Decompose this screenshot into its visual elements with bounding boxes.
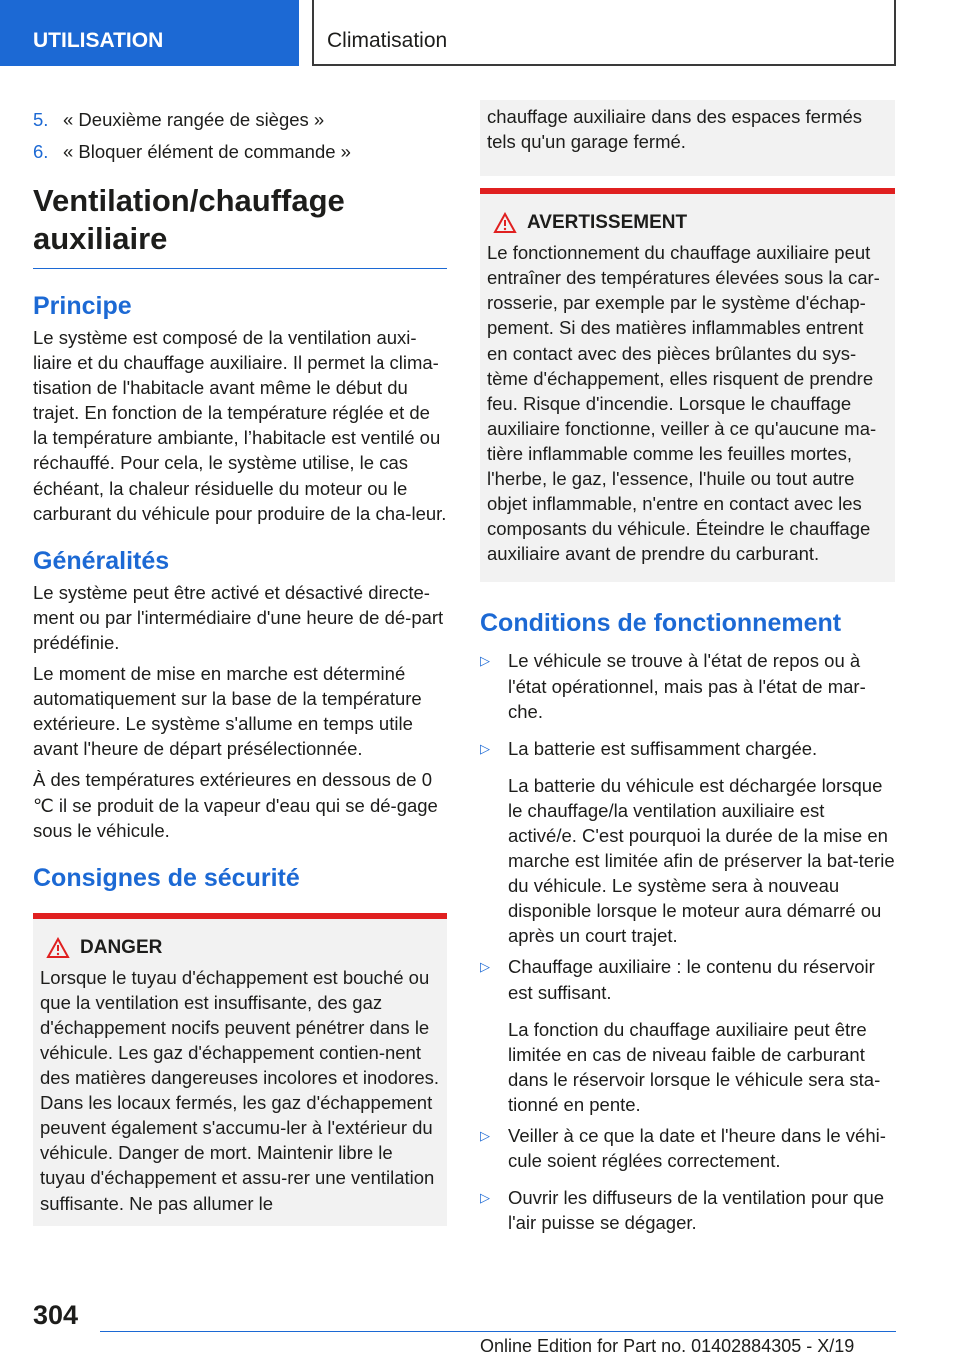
triangle-bullet-icon: ▷ — [480, 959, 490, 975]
page-header — [0, 0, 960, 66]
condition-text: Ouvrir les diffuseurs de la ventilation pour que l'air puisse se dégager. — [508, 1187, 885, 1234]
triangle-bullet-icon: ▷ — [480, 1190, 490, 1206]
triangle-bullet-icon: ▷ — [480, 740, 490, 756]
danger-bar — [33, 913, 447, 919]
danger-title: DANGER — [80, 936, 163, 958]
danger-box — [33, 913, 447, 1226]
title-line-1: Ventilation/chauffage — [33, 183, 345, 218]
page-number: 304 — [33, 1300, 79, 1330]
heading-principe: Principe — [33, 292, 132, 320]
title-divider — [33, 268, 447, 269]
warning-triangle-icon — [40, 937, 80, 959]
condition-detail: La fonction du chauffage auxiliaire peut être limitée en cas de niveau faible de carburant dans le réservoir lorsque le véhicule sera sta-tionné en pente. — [508, 1018, 881, 1115]
condition-text: La batterie est suffisamment chargée. — [508, 737, 818, 759]
condition-text: Veiller à ce que la date et l'heure dans le véhi-cule soient réglées correctement. — [508, 1125, 886, 1172]
warning-triangle-icon — [487, 212, 527, 234]
chapter-tab: Climatisation — [312, 0, 896, 66]
list-item — [480, 648, 895, 729]
list-item — [33, 104, 447, 136]
condition-detail: La batterie du véhicule est déchargée lorsque le chauffage/la ventilation auxiliaire est activé/e. C'est pourquoi la durée de la mise en marche est limitée afin de préserver la bat-terie du véhicule. Le système sera à nouveau disponible lorsque le moteur aura démarré ou après un court trajet. — [508, 774, 895, 947]
warning-text: Le fonctionnement du chauffage auxiliaire peut entraîner des températures élevées sous la car-rosserie, par exemple par le système d'échap-pement. Si des matières inflammables entrent en contact avec des pièces brûlantes du sys-tème d'échappement, elles risquent de prendre feu. Risque d'incendie. Lorsque le chauffage auxiliaire fonctionne, veiller à ce qu'aucune ma-tière inflammable comme les feuilles mortes, l'herbe, le gaz, l'essence, l'huile ou tout autre objet inflammable, n'entre en contact avec les composants du véhicule. Éteindre le chauffage auxiliaire avant de prendre du carburant. — [487, 242, 880, 565]
list-number: 5. — [33, 109, 49, 130]
heading-generalites: Généralités — [33, 546, 170, 575]
conditions-list — [480, 648, 895, 1241]
title-line-2: auxiliaire — [33, 221, 168, 256]
danger-text: Lorsque le tuyau d'échappement est bouché ou que la ventilation est insuffisante, des gaz d'échappement nocifs peuvent pénétrer dans le véhicule. Les gaz d'échappement contien-nent des matières dangereuses incolores et inodores. Dans les locaux fermés, les gaz d'échappement peuvent également s'accumu-ler à l'extérieur du véhicule. Danger de mort. Maintenir libre le tuyau d'échappement et assu-rer une ventilation suffisante. Ne pas allumer le — [40, 966, 440, 1214]
footer-edition: Online Edition for Part no. 01402884305 - X/19 — [480, 1336, 855, 1356]
danger-box-continued — [480, 100, 895, 176]
principe-text: Le système est composé de la ventilation auxi-liaire et du chauffage auxiliaire. Il permet la clima-tisation de l'habitacle avant même le début du trajet. En fonction de la température réglée et de la température ambiante, l’habitacle est ventilé ou réchauffé. Pour cela, le système utilise, le cas échéant, la chaleur résiduelle du moteur ou le carburant du véhicule pour produire de la cha-leur. — [33, 327, 447, 524]
triangle-bullet-icon: ▷ — [480, 653, 490, 669]
condition-text: Le véhicule se trouve à l'état de repos ou à l'état opérationnel, mais pas à l'état de mar-che. — [508, 650, 866, 722]
generalites-p3: À des températures extérieures en dessous de 0 ℃ il se produit de la vapeur d'eau qui se dé-gage sous le véhicule. — [33, 769, 438, 841]
section-tab: UTILISATION — [0, 0, 299, 66]
danger-header — [40, 937, 440, 959]
triangle-bullet-icon: ▷ — [480, 1128, 490, 1143]
page-title — [33, 182, 447, 258]
list-item — [480, 1185, 895, 1241]
warning-box — [480, 188, 895, 582]
generalites-p2: Le moment de mise en marche est déterminé automatiquement sur la base de la température extérieure. Le système s'allume en temps utile avant l'heure de départ présélectionnée. — [33, 663, 422, 760]
warning-title: AVERTISSEMENT — [527, 212, 688, 234]
warning-bar — [480, 188, 895, 194]
numbered-list — [33, 104, 447, 168]
generalites-p1: Le système peut être activé et désactivé directe-ment ou par l'intermédiaire d'une heure de dé-part prédéfinie. — [33, 581, 444, 653]
list-item — [480, 1123, 895, 1179]
left-column — [33, 100, 447, 1226]
condition-text: Chauffage auxiliaire : le contenu du réservoir est suffisant. — [508, 956, 875, 1003]
heading-conditions: Conditions de fonctionnement — [480, 609, 842, 638]
right-column — [480, 100, 895, 1247]
list-item — [480, 954, 895, 1010]
list-text: « Bloquer élément de commande » — [63, 141, 351, 162]
heading-securite: Consignes de sécurité — [33, 863, 300, 892]
warning-header — [487, 212, 888, 234]
list-number: 6. — [33, 141, 49, 162]
list-item — [480, 736, 895, 767]
footer-divider — [100, 1331, 896, 1332]
list-item — [33, 136, 447, 168]
list-text: « Deuxième rangée de sièges » — [63, 109, 325, 130]
danger-text-continued: chauffage auxiliaire dans des espaces fermés tels qu'un garage fermé. — [487, 106, 863, 153]
